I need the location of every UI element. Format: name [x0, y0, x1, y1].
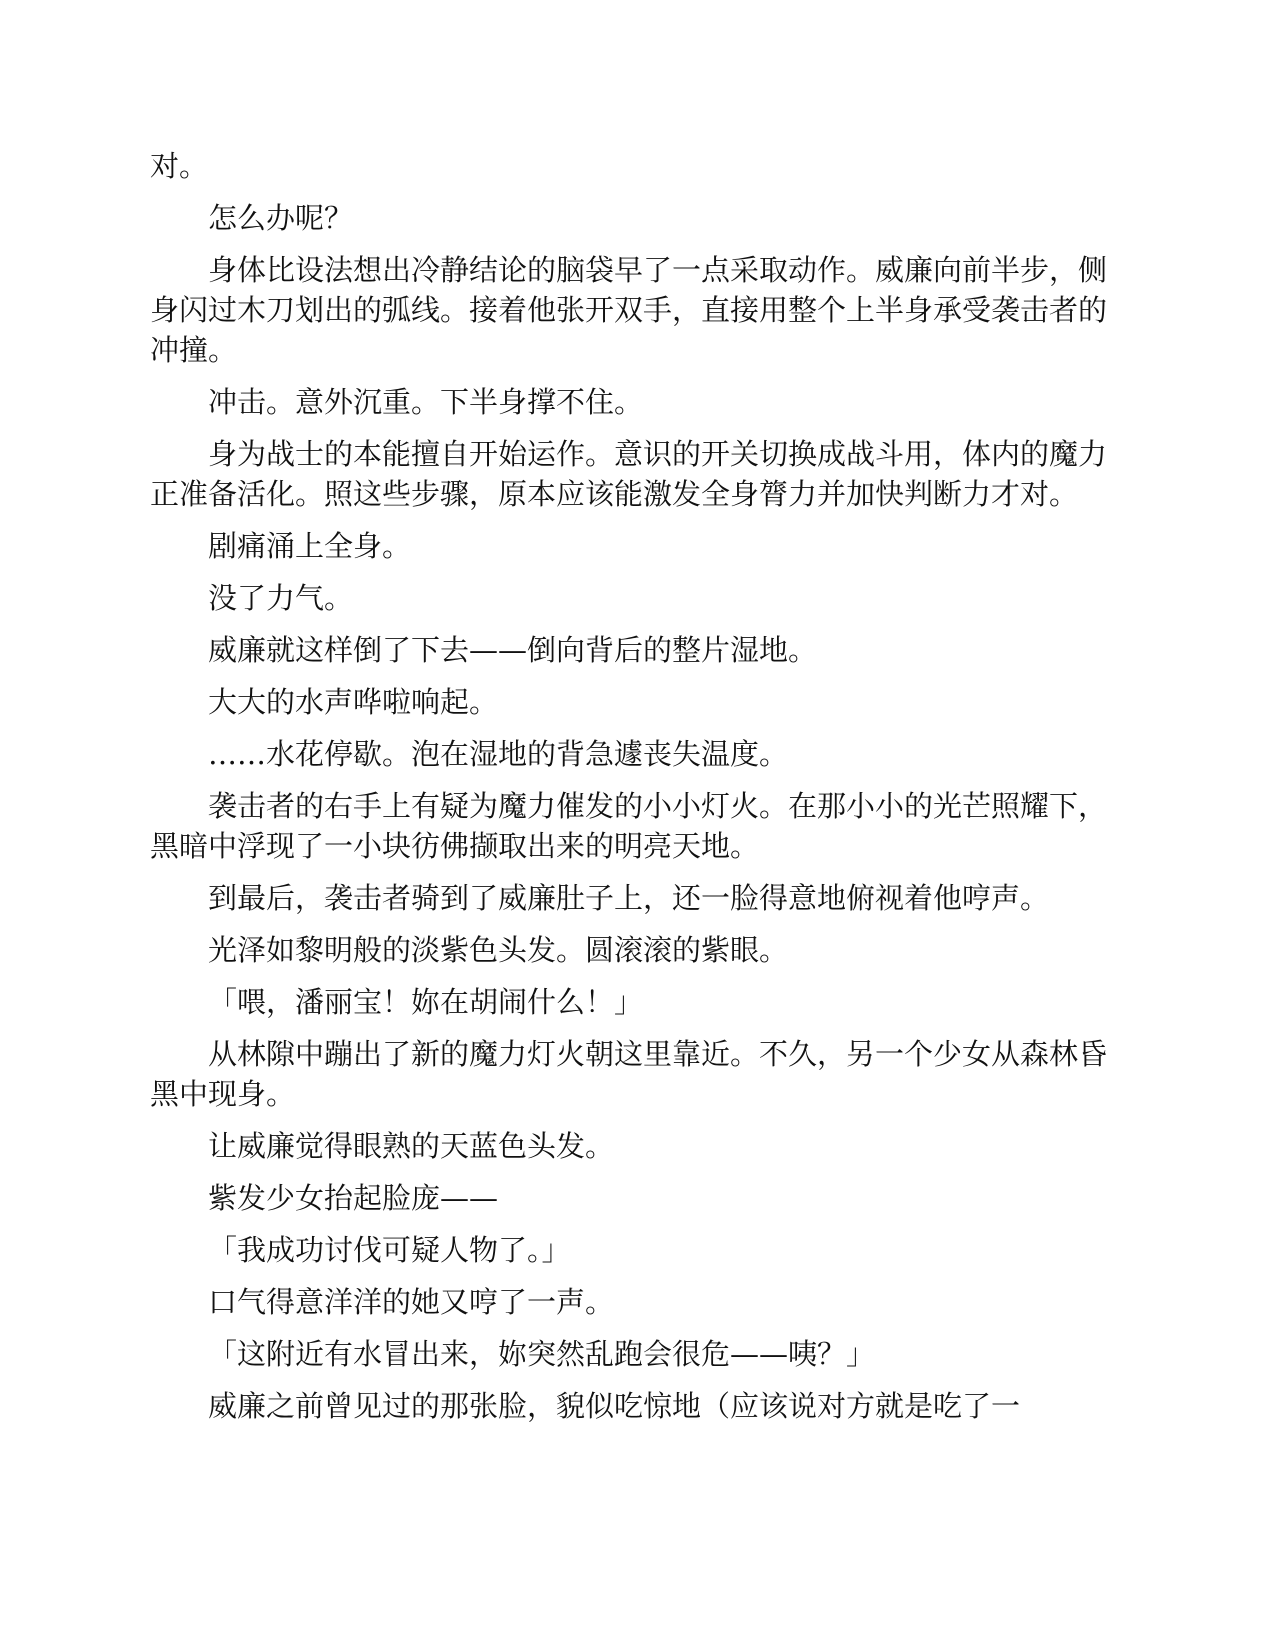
paragraph-dialogue: 「喂，潘丽宝！妳在胡闹什么！」	[208, 985, 644, 1019]
paragraph: 口气得意洋洋的她又哼了一声。	[208, 1285, 615, 1319]
document-page	[150, 146, 1125, 1438]
paragraph: 紫发少女抬起脸庞——	[208, 1181, 499, 1215]
paragraph: 从林隙中蹦出了新的魔力灯火朝这里靠近。不久，另一个少女从森林昏黑中现身。	[150, 1037, 1108, 1111]
paragraph-dialogue: 「这附近有水冒出来，妳突然乱跑会很危——咦？」	[208, 1337, 876, 1371]
paragraph: 身体比设法想出冷静结论的脑袋早了一点采取动作。威廉向前半步，侧身闪过木刀划出的弧线。接着他张开双手，直接用整个上半身承受袭击者的冲撞。	[150, 253, 1108, 367]
paragraph: 威廉就这样倒了下去——倒向背后的整片湿地。	[208, 633, 818, 667]
paragraph: 冲击。意外沉重。下半身撑不住。	[208, 385, 644, 419]
paragraph: 光泽如黎明般的淡紫色头发。圆滚滚的紫眼。	[208, 933, 789, 967]
paragraph-dialogue: 「我成功讨伐可疑人物了。」	[208, 1233, 571, 1267]
paragraph: 大大的水声哗啦响起。	[208, 685, 499, 719]
paragraph: 袭击者的右手上有疑为魔力催发的小小灯火。在那小小的光芒照耀下，黑暗中浮现了一小块彷佛撷取出来的明亮天地。	[150, 789, 1108, 863]
paragraph: 到最后，袭击者骑到了威廉肚子上，还一脸得意地俯视着他哼声。	[208, 881, 1050, 915]
paragraph: ……水花停歇。泡在湿地的背急遽丧失温度。	[208, 737, 789, 771]
paragraph: 威廉之前曾见过的那张脸，貌似吃惊地（应该说对方就是吃了一	[208, 1389, 1021, 1423]
paragraph: 身为战士的本能擅自开始运作。意识的开关切换成战斗用，体内的魔力正准备活化。照这些步骤，原本应该能激发全身膂力并加快判断力才对。	[150, 437, 1108, 511]
paragraph-continuation: 对。	[150, 149, 209, 183]
paragraph: 没了力气。	[208, 581, 354, 615]
paragraph: 怎么办呢？	[208, 201, 354, 235]
paragraph: 剧痛涌上全身。	[208, 529, 412, 563]
paragraph: 让威廉觉得眼熟的天蓝色头发。	[208, 1129, 615, 1163]
